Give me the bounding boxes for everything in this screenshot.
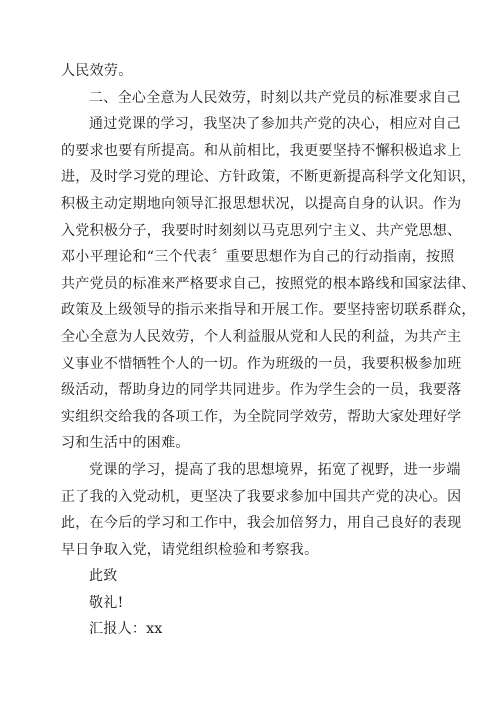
closing-greeting: 敬礼!: [89, 594, 124, 611]
paragraph-line: 通过党课的学习，我坚决了参加共产党的决心，相应对自己: [89, 116, 461, 133]
paragraph-line: 习和生活中的困难。: [61, 435, 190, 452]
paragraph-line: 早日争取入党，请党组织检验和考察我。: [61, 541, 319, 558]
paragraph-line: 共产党员的标准来严格要求自己，按照党的根本路线和国家法律、: [61, 275, 476, 292]
paragraph-line: 的要求也要有所提高。和从前相比，我更要坚持不懈积极追求上: [61, 142, 462, 159]
paragraph-line: 级活动，帮助身边的同学共同进步。作为学生会的一员，我要落: [61, 382, 462, 399]
paragraph-line: 此，在今后的学习和工作中，我会加倍努力，用自己良好的表现: [61, 515, 462, 532]
paragraph-line: 人民效劳。: [61, 63, 133, 79]
paragraph-line: 正了我的入党动机，更坚决了我要求参加中国共产党的决心。因: [61, 488, 462, 505]
paragraph-line: 义事业不惜牺牲个人的一切。作为班级的一员，我要积极参加班: [61, 355, 462, 372]
paragraph-line: 政策及上级领导的指示来指导和开展工作。要坚持密切联系群众，: [61, 302, 476, 319]
paragraph-line: 邓小平理论和“三个代表〞重要思想作为自己的行动指南，按照: [61, 249, 455, 266]
paragraph-line: 全心全意为人民效劳，个人利益服从党和人民的利益，为共产主: [61, 328, 462, 345]
closing-salutation: 此致: [89, 568, 118, 585]
reporter-signature: 汇报人：xx: [89, 621, 163, 638]
paragraph-line: 进，及时学习党的理论、方针政策，不断更新提高科学文化知识，: [61, 169, 476, 186]
section-heading: 二、全心全意为人民效劳，时刻以共产党员的标准要求自己: [89, 89, 461, 106]
paragraph-line: 党课的学习，提高了我的思想境界，拓宽了视野，进一步端: [89, 461, 461, 478]
paragraph-line: 入党积极分子，我要时时刻刻以马克思列宁主义、共产党思想、: [61, 222, 462, 239]
paragraph-line: 实组织交给我的各项工作，为全院同学效劳，帮助大家处理好学: [61, 408, 462, 425]
paragraph-line: 积极主动定期地向领导汇报思想状况，以提高自身的认识。作为: [61, 195, 462, 212]
